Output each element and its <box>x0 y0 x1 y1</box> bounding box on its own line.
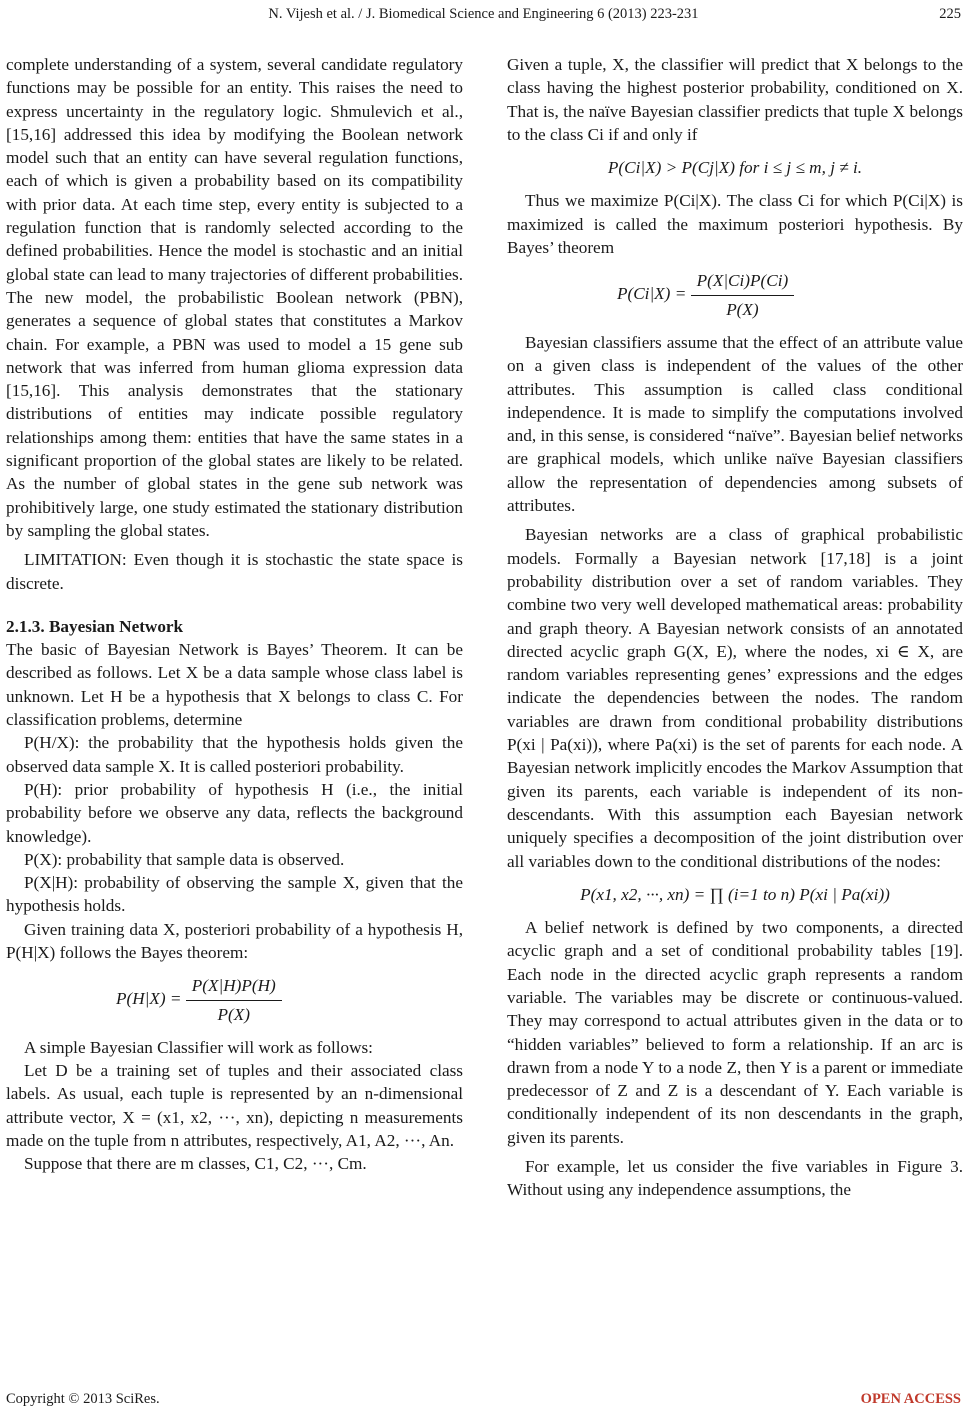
equation-numerator: P(X|Ci)P(Ci) <box>691 269 795 295</box>
copyright-notice: Copyright © 2013 SciRes. <box>6 1391 160 1407</box>
paragraph: LIMITATION: Even though it is stochastic the state space is discrete. <box>6 550 463 593</box>
paragraph: P(H/X): the probability that the hypothesis holds given the observed data sample X. It is called posteriori probability. <box>6 733 463 776</box>
paragraph: P(H): prior probability of hypothesis H (i.e., the initial probability before we observe any data, reflects the background knowledge). <box>6 779 463 846</box>
left-column <box>6 53 463 1176</box>
paragraph: Bayesian networks are a class of graphical probabilistic models. Formally a Bayesian network [17,18] is a joint probability distribution over a set of random variables. They combine two very well developed mathematical areas: probability and graph theory. A Bayesian network consists of an annotated directed acyclic graph G(X, E), where the nodes, xi ∈ X, are random variables representing genes’ expressions and the edges indicate the dependencies between the nodes. The random variables are drawn from conditional probability distributions P(xi | Pa(xi)), where Pa(xi) is the set of parents for each node. A Bayesian network implicitly encodes the Markov Assumption that given its parents, each variable is independent of its non-descendants. With this assumption each Bayesian network uniquely specifies a decomposition of the joint distribution over all variables down to the conditional distributions of the nodes: <box>507 525 963 871</box>
paragraph: Given training data X, posteriori probability of a hypothesis H, P(H|X) follows the Bayes theorem: <box>6 919 463 962</box>
equation-denominator: P(X) <box>726 299 759 319</box>
equation-joint-distribution: P(x1, x2, ···, xn) = ∏ (i=1 to n) P(xi | Pa(xi)) <box>580 884 890 904</box>
open-access-label: OPEN ACCESS <box>860 1391 961 1407</box>
paragraph: Let D be a training set of tuples and their associated class labels. As usual, each tuple is represented by an n-dimensional attribute vector, X = (x1, x2, ···, xn), depicting n measurements made on the tuple from n attributes, respectively, A1, A2, ···, An. <box>6 1061 463 1151</box>
right-column <box>507 53 963 1202</box>
section-heading: 2.1.3. Bayesian Network <box>6 616 184 636</box>
paragraph: complete understanding of a system, several candidate regulatory functions may be possible for an entity. This raises the need to express uncertainty in the regulatory logic. Shmulevich et al., [15,16] addressed this idea by modifying the Boolean network model such that an entity can have several regulation functions, each of which is given a probability based on its compatibility with prior data. At each time step, every entity is subjected to a regulation function that is randomly selected according to the defined probabilities. Hence the model is stochastic and an initial global state can lead to many trajectories of different probabilities. The new model, the probabilistic Boolean network (PBN), generates a sequence of global states that constitutes a Markov chain. For example, a PBN was used to model a 15 gene sub network that was inferred from human glioma expression data [15,16]. This analysis demonstrates that the stationary distributions of entities may indicate possible regulatory relationships among them: entities that have the same states in a significant proportion of the global states are likely to be related. As the number of global states in the gene sub network was prohibitively large, one study estimated the stationary distribution by sampling the global states. <box>6 55 463 540</box>
equation-bayes-class <box>507 269 963 321</box>
paragraph: A belief network is defined by two components, a directed acyclic graph and a set of conditional probability tables [19]. Each node in the directed acyclic graph represents a random variable. The variables may be discrete or continuous-valued. They may correspond to actual attributes given in the data or to “hidden variables” believed to form a relationship. If an arc is drawn from a node Y to a node Z, then Y is a parent or immediate predecessor of Z and Z is a descendant of Y. Each variable is conditionally independent of its non descendants in the graph, given its parents. <box>507 918 963 1147</box>
equation-fraction <box>691 269 795 321</box>
equation-lhs: P(H|X) = <box>116 989 182 1009</box>
paragraph: Given a tuple, X, the classifier will predict that X belongs to the class having the highest posterior probability, conditioned on X. That is, the naïve Bayesian classifier predicts that tuple X belongs to the class Ci if and only if <box>507 55 963 144</box>
paragraph: A simple Bayesian Classifier will work as follows: <box>24 1037 373 1057</box>
paragraph: Thus we maximize P(Ci|X). The class Ci for which P(Ci|X) is maximized is called the maximum posteriori hypothesis. By Bayes’ theorem <box>507 191 963 258</box>
paragraph: Bayesian classifiers assume that the effect of an attribute value on a given class is independent of the values of the other attributes. This assumption is called class conditional independence. It is made to simplify the computations involved and, in this sense, is considered “naïve”. Bayesian belief networks are graphical models, which unlike naïve Bayesian classifiers allow the representation of dependencies among subsets of attributes. <box>507 332 963 516</box>
paragraph: For example, let us consider the five variables in Figure 3. Without using any independence assumptions, the <box>507 1157 963 1200</box>
equation-bayes <box>6 974 463 1026</box>
page-number: 225 <box>939 6 961 22</box>
equation-numerator: P(X|H)P(H) <box>186 974 282 1000</box>
equation-lhs: P(Ci|X) = <box>617 284 687 304</box>
running-header: N. Vijesh et al. / J. Biomedical Science and Engineering 6 (2013) 223-231 <box>268 6 699 22</box>
paragraph: Suppose that there are m classes, C1, C2, ···, Cm. <box>24 1154 367 1174</box>
paragraph: The basic of Bayesian Network is Bayes’ Theorem. It can be described as follows. Let X be a data sample whose class label is unknown. Let H be a hypothesis that X belongs to class C. For classification problems, determine <box>6 640 463 730</box>
paragraph: P(X): probability that sample data is observed. <box>24 849 345 869</box>
equation-denominator: P(X) <box>217 1004 250 1024</box>
equation-classifier: P(Ci|X) > P(Cj|X) for i ≤ j ≤ m, j ≠ i. <box>607 158 863 178</box>
equation-fraction <box>186 974 282 1026</box>
paragraph: P(X|H): probability of observing the sample X, given that the hypothesis holds. <box>6 873 463 916</box>
